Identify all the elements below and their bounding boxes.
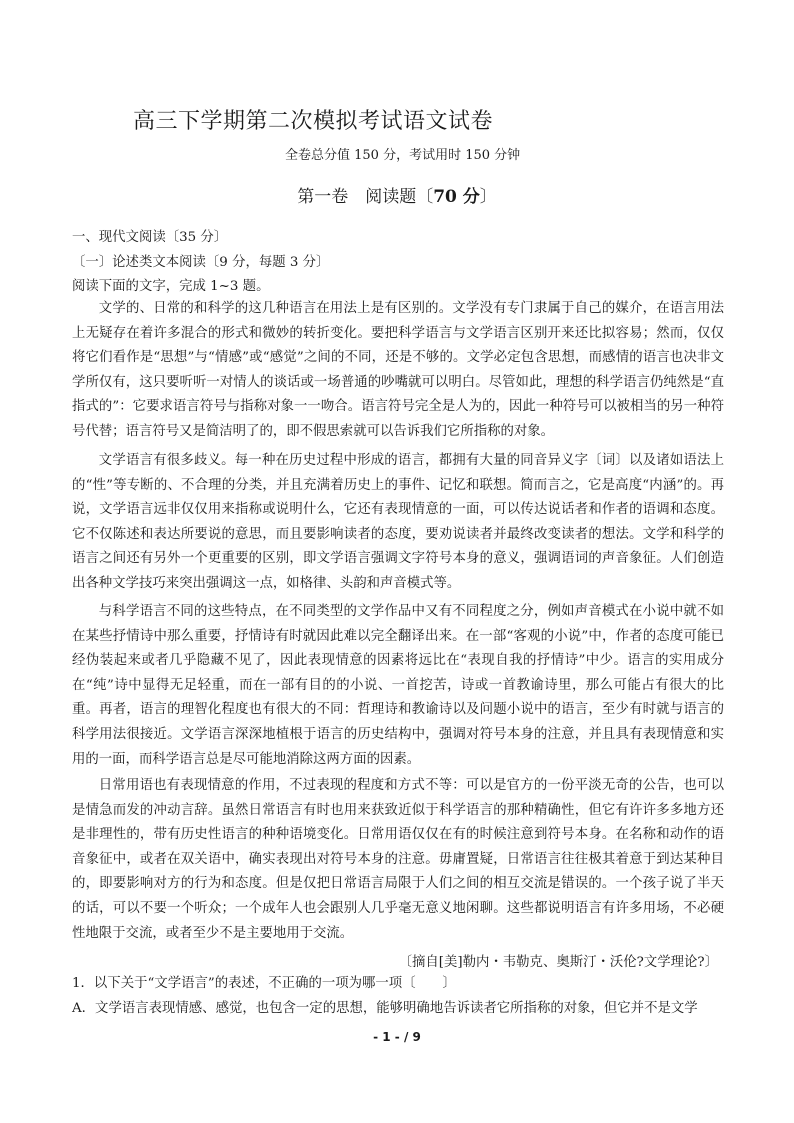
exam-title: 高三下学期第二次模拟考试语文试卷: [133, 109, 494, 134]
section-heading: 一、现代文阅读〔35 分〕: [72, 230, 228, 245]
part-heading: [0, 182, 794, 207]
question-1: 1．以下关于“文学语言”的表述，不正确的一项为哪一项〔 〕: [72, 976, 456, 991]
part-label: 第一卷 阅读题〔: [297, 187, 434, 207]
exam-subtitle: 全卷总分值 150 分，考试用时 150 分钟: [285, 148, 521, 163]
paragraph-2: 文学语言有很多歧义。每一种在历史过程中形成的语言，都拥有大量的同音异义字〔词〕以及诸如语法上的“性”等专断的、不合理的分类，并且充满着历史上的事件、记忆和联想。简而言之，它是高度“内涵”的。再说，文学语言远非仅仅用来指称或说明什么，它还有表现情意的一面，可以传达说话者和作者的语调和态度。它不仅陈述和表达所要说的意思，而且要影响读者的态度，要劝说读者并最终改变读者的想法。文学和科学的语言之间还有另外一个更重要的区别，即文学语言强调文字符号本身的意义，强调语词的声音象征。人们创造出各种文学技巧来突出强调这一点，如格律、头韵和声音模式等。: [72, 453, 724, 591]
sub-section-heading: 〔一〕论述类文本阅读〔9 分，每题 3 分〕: [72, 255, 330, 270]
paragraph-3: 与科学语言不同的这些特点，在不同类型的文学作品中又有不同程度之分，例如声音模式在小说中就不如在某些抒情诗中那么重要，抒情诗有时就因此难以完全翻译出来。在一部“客观的小说”中，作者的态度可能已经伪装起来或者几乎隐藏不见了，因此表现情意的因素将远比在“表现自我的抒情诗”中少。语言的实用成分在“纯”诗中显得无足轻重，而在一部有目的的小说、一首挖苦，诗或一首教谕诗里，那么可能占有很大的比重。再者，语言的理智化程度也有很大的不同：哲理诗和教谕诗以及问题小说中的语言，至少有时就与语言的科学用法很接近。文学语言深深地植根于语言的历史结构中，强调对符号本身的注意，并且具有表现情意和实用的一面，而科学语言总是尽可能地消除这两方面的因素。: [72, 604, 724, 767]
paragraph-4: 日常用语也有表现情意的作用，不过表现的程度和方式不等：可以是官方的一份平淡无奇的公告，也可以是情急而发的冲动言辞。虽然日常语言有时也用来获致近似于科学语言的那种精确性，但它有许许多多地方还是非理性的，带有历史性语言的种种语境变化。日常用语仅仅在有的时候注意到符号本身。在名称和动作的语音象征中，或者在双关语中，确实表现出对符号本身的注意。毋庸置疑，日常语言往往极其着意于到达某种目的，即要影响对方的行为和态度。但是仅把日常语言局限于人们之间的相互交流是错误的。一个孩子说了半天的话，可以不要一个听众；一个成年人也会跟别人几乎毫无意义地闲聊。这些都说明语言有许多用场，不必硬性地限于交流，或者至少不是主要地用于交流。: [72, 778, 724, 941]
reading-instruction: 阅读下面的文字，完成 1~3 题。: [72, 279, 270, 294]
part-score: 70 分: [433, 187, 480, 207]
page-number: - 1 - / 9: [373, 1030, 421, 1044]
question-1-option-a: A．文学语言表现情感、感觉，也包含一定的思想，能够明确地告诉读者它所指称的对象，但它并不是文学: [72, 1001, 698, 1016]
source-citation: 〔摘自[美]勒内・韦勒克、奥斯汀・沃伦?文学理论?〕: [398, 955, 718, 970]
part-close: 〕: [479, 187, 497, 207]
paragraph-1: 文学的、日常的和科学的这几种语言在用法上是有区别的。文学没有专门隶属于自己的媒介，在语言用法上无疑存在着许多混合的形式和微妙的转折变化。要把科学语言与文学语言区别开来还比拟容易；然而，仅仅将它们看作是“思想”与“情感”或“感觉”之间的不同，还是不够的。文学必定包含思想，而感情的语言也决非文学所仅有，这只要听听一对情人的谈话或一场普通的吵嘴就可以明白。尽管如此，理想的科学语言仍纯然是“直指式的”：它要求语言符号与指称对象一一吻合。语言符号完全是人为的，因此一种符号可以被相当的另一种符号代替；语言符号又是简洁明了的，即不假思索就可以告诉我们它所指称的对象。: [72, 301, 724, 439]
